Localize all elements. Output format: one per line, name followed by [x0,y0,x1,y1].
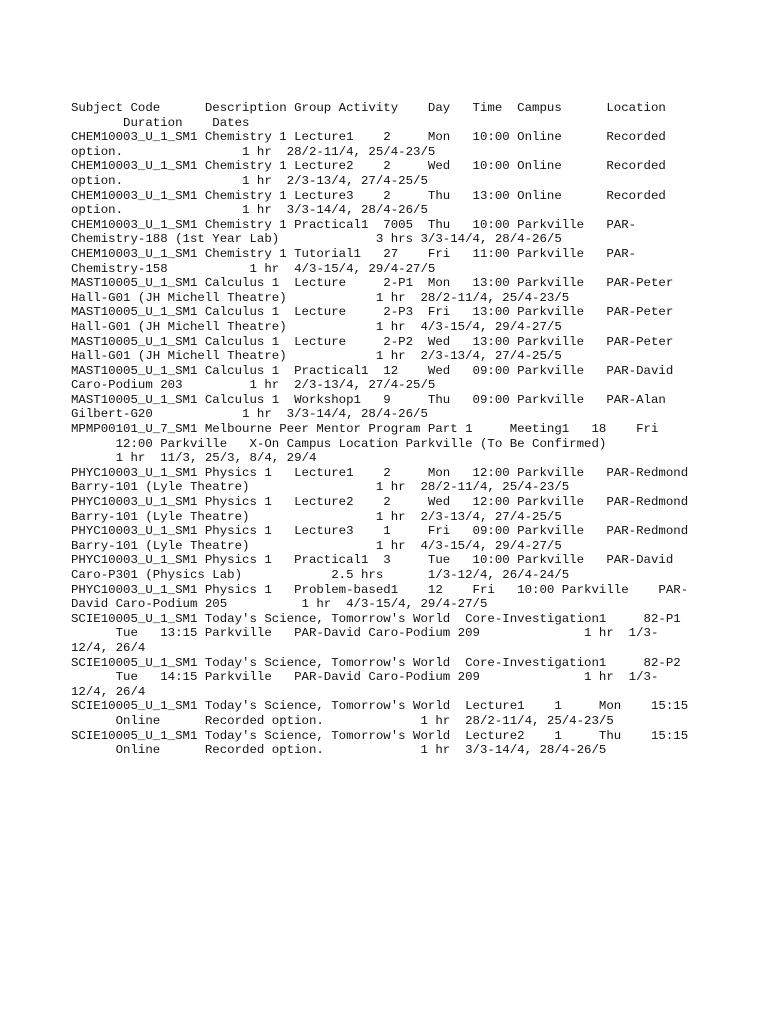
header-line: Subject Code Description Group Activity Day Time Campus Location [71,101,666,115]
timetable-line: PHYC10003_U_1_SM1 Physics 1 Lecture3 1 Fri 09:00 Parkville PAR-Redmond [71,524,689,539]
timetable-line: MAST10005_U_1_SM1 Calculus 1 Workshop1 9 Thu 09:00 Parkville PAR-Alan [71,392,666,407]
timetable-line: 12/4, 26/4 [71,684,146,699]
timetable-line: SCIE10005_U_1_SM1 Today's Science, Tomorrow's World Core-Investigation1 82-P2 [71,655,681,670]
timetable-line: MAST10005_U_1_SM1 Calculus 1 Lecture 2-P1 Mon 13:00 Parkville PAR-Peter [71,276,674,291]
timetable-line: SCIE10005_U_1_SM1 Today's Science, Tomorrow's World Lecture2 1 Thu 15:15 [71,728,689,743]
timetable-line: PHYC10003_U_1_SM1 Physics 1 Lecture2 2 Wed 12:00 Parkville PAR-Redmond [71,495,689,510]
timetable-line: CHEM10003_U_1_SM1 Chemistry 1 Lecture1 2 Mon 10:00 Online Recorded [71,130,666,145]
timetable-line: Barry-101 (Lyle Theatre) 1 hr 28/2-11/4, 25/4-23/5 [71,480,570,495]
timetable-line: Barry-101 (Lyle Theatre) 1 hr 2/3-13/4, 27/4-25/5 [71,509,562,524]
timetable-line: SCIE10005_U_1_SM1 Today's Science, Tomorrow's World Lecture1 1 Mon 15:15 [71,699,689,714]
timetable-line: CHEM10003_U_1_SM1 Chemistry 1 Tutorial1 27 Fri 11:00 Parkville PAR- [71,246,637,261]
timetable-line: 1 hr 11/3, 25/3, 8/4, 29/4 [71,451,317,466]
timetable-line: MPMP00101_U_7_SM1 Melbourne Peer Mentor Program Part 1 Meeting1 18 Fri [71,422,659,437]
timetable-line: CHEM10003_U_1_SM1 Chemistry 1 Practical1 7005 Thu 10:00 Parkville PAR- [71,217,637,232]
timetable-line: PHYC10003_U_1_SM1 Physics 1 Practical1 3 Tue 10:00 Parkville PAR-David [71,553,674,568]
timetable-line: Chemistry-188 (1st Year Lab) 3 hrs 3/3-14/4, 28/4-26/5 [71,232,562,247]
timetable-line: CHEM10003_U_1_SM1 Chemistry 1 Lecture3 2 Thu 13:00 Online Recorded [71,188,666,203]
timetable-line: Online Recorded option. 1 hr 3/3-14/4, 28/4-26/5 [71,743,607,758]
timetable-line: Barry-101 (Lyle Theatre) 1 hr 4/3-15/4, 29/4-27/5 [71,538,562,553]
timetable-line: Caro-P301 (Physics Lab) 2.5 hrs 1/3-12/4, 26/4-24/5 [71,568,570,582]
timetable-line: option. 1 hr 3/3-14/4, 28/4-26/5 [71,203,428,218]
timetable-line: Caro-Podium 203 1 hr 2/3-13/4, 27/4-25/5 [71,378,436,393]
timetable-line: Tue 13:15 Parkville PAR-David Caro-Podium 209 1 hr 1/3- [71,626,659,641]
timetable-line: CHEM10003_U_1_SM1 Chemistry 1 Lecture2 2 Wed 10:00 Online Recorded [71,159,666,174]
timetable-line: MAST10005_U_1_SM1 Calculus 1 Lecture 2-P3 Fri 13:00 Parkville PAR-Peter [71,305,674,320]
timetable-line: Hall-G01 (JH Michell Theatre) 1 hr 28/2-11/4, 25/4-23/5 [71,290,570,305]
timetable-line: David Caro-Podium 205 1 hr 4/3-15/4, 29/4-27/5 [71,597,488,612]
timetable-line: Tue 14:15 Parkville PAR-David Caro-Podium 209 1 hr 1/3- [71,670,659,685]
timetable-line: Gilbert-G20 1 hr 3/3-14/4, 28/4-26/5 [71,407,428,422]
timetable-line: SCIE10005_U_1_SM1 Today's Science, Tomorrow's World Core-Investigation1 82-P1 [71,611,681,626]
timetable-document [71,101,711,758]
timetable-line: PHYC10003_U_1_SM1 Physics 1 Lecture1 2 Mon 12:00 Parkville PAR-Redmond [71,465,689,480]
timetable-line: Hall-G01 (JH Michell Theatre) 1 hr 4/3-15/4, 29/4-27/5 [71,319,562,334]
timetable-line: PHYC10003_U_1_SM1 Physics 1 Problem-based1 12 Fri 10:00 Parkville PAR- [71,582,689,597]
timetable-line: option. 1 hr 28/2-11/4, 25/4-23/5 [71,144,436,159]
header-line: Duration Dates [71,115,250,130]
timetable-line: Online Recorded option. 1 hr 28/2-11/4, 25/4-23/5 [71,713,614,728]
timetable-line: 12/4, 26/4 [71,640,146,655]
timetable-line: MAST10005_U_1_SM1 Calculus 1 Practical1 12 Wed 09:00 Parkville PAR-David [71,363,674,378]
timetable-line: Hall-G01 (JH Michell Theatre) 1 hr 2/3-13/4, 27/4-25/5 [71,349,562,364]
timetable-line: 12:00 Parkville X-On Campus Location Parkville (To Be Confirmed) [71,436,607,451]
timetable-line: option. 1 hr 2/3-13/4, 27/4-25/5 [71,173,428,188]
timetable-line: MAST10005_U_1_SM1 Calculus 1 Lecture 2-P2 Wed 13:00 Parkville PAR-Peter [71,334,674,349]
timetable-line: Chemistry-158 1 hr 4/3-15/4, 29/4-27/5 [71,261,436,276]
